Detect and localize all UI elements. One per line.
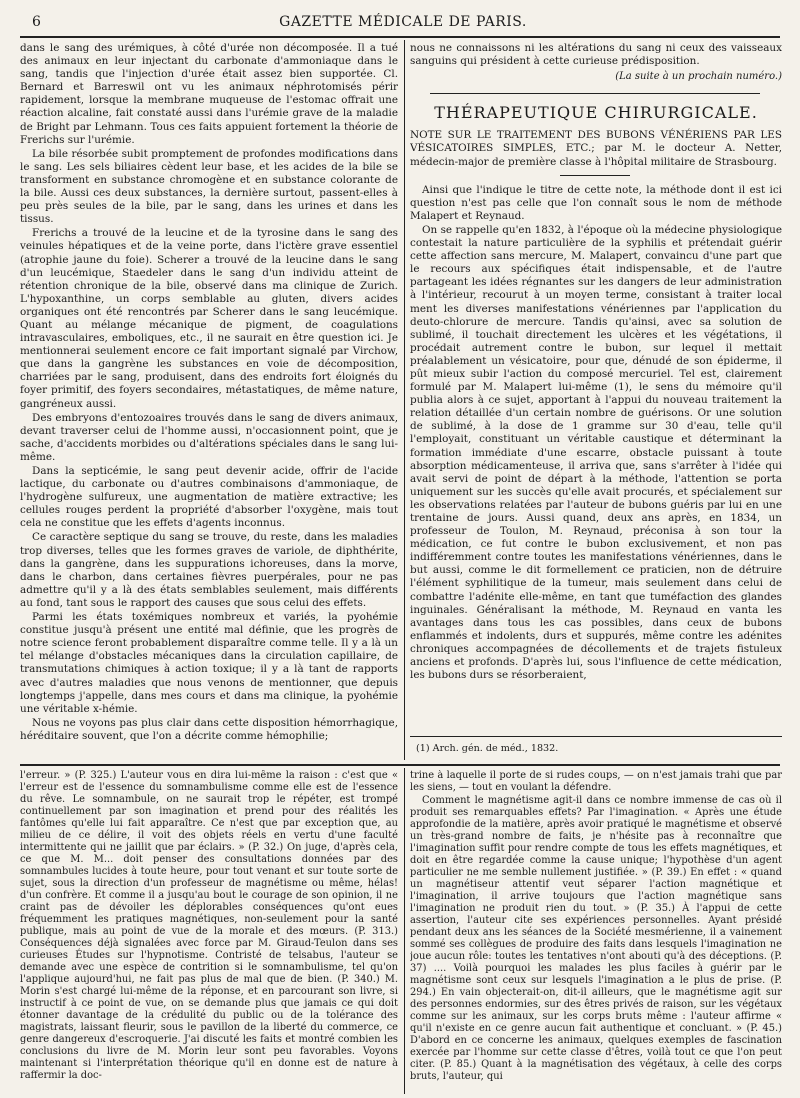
column-divider-lower	[404, 768, 405, 1094]
paragraph: Ainsi que l'indique le titre de cette note, la méthode dont il est ici question n'est pas celle que l'on connaît sous le nom de méthode Malapert et Reynaud.	[410, 183, 782, 222]
middle-rule	[20, 764, 780, 766]
article-heading: NOTE SUR LE TRAITEMENT DES BUBONS VÉNÉRIENS PAR LES VÉSICATOIRES SIMPLES, ETC.; par M. le docteur A. Netter, médecin-major de première classe à l'hôpital militaire de Strasbourg.	[410, 129, 782, 168]
upper-left-column	[20, 42, 398, 762]
section-title: THÉRAPEUTIQUE CHIRURGICALE.	[434, 103, 758, 123]
footnote-rule	[410, 736, 782, 737]
header-rule	[20, 36, 780, 38]
page-number: 6	[32, 14, 41, 30]
upper-right-column	[410, 42, 782, 732]
lower-right-column	[410, 770, 782, 1094]
paragraph: trine à laquelle il porte de si rudes coups, — on n'est jamais trahi que par les siens, — tout en voulant la défendre.	[410, 770, 782, 793]
paragraph: Ce caractère septique du sang se trouve, du reste, dans les maladies trop diverses, telles que les formes graves de variole, de diphthérite, dans la gangrène, dans les suppurations ichoreuses, dans la morve, dans le charbon, dans certaines fièvres puerpérales, pour ne pas admettre qu'il y a là des états semblables seulement, mais différents au fond, tant sous le rapport des causes que sous celui des effets.	[20, 531, 398, 609]
footnote: (1) Arch. gén. de méd., 1832.	[416, 743, 559, 754]
paragraph: Des embryons d'entozoaires trouvés dans le sang de divers animaux, devant traverser celui de l'homme aussi, n'occasionnent point, que je sache, d'accidents morbides ou d'altérations spéciales dans le sang lui-même.	[20, 411, 398, 463]
paragraph: Comment le magnétisme agit-il dans ce nombre immense de cas où il produit ses remarquables effets? Par l'imagination. « Après une étude approfondie de la matière, après avoir pratiqué le magnétisme et observé un très-grand nombre de faits, je n'hésite pas à reconnaître que l'imagination suffit pour rendre compte de tous les effets magnétiques, et doit en être regardée comme la cause unique; l'hypothèse d'un agent particulier ne me semble nullement justifiée. » (P. 39.) En effet : « quand un magnétiseur attentif veut séparer l'action magnétique et l'imagination, il arrive toujours que l'action magnétique sans l'imagination ne produit rien du tout. » (P. 35.) À l'appui de cette assertion, l'auteur cite ses expériences personnelles. Ayant présidé pendant deux ans les séances de la Société mesmérienne, il a vainement sommé ses collègues de produire des faits dans lesquels l'imagination ne joue aucun rôle: toutes les tentatives n'ont abouti qu'à des déceptions. (P. 37) .... Voilà pourquoi les malades les plus faciles à guérir par le magnétisme sont ceux sur lesquels l'imagination a le plus de prise. (P. 294.) En vain objecterait-on, dit-il ailleurs, que le magnétisme agit sur des personnes endormies, sur des êtres privés de raison, sur les végétaux comme sur les animaux, sur les corps bruts même : l'auteur affirme « qu'il n'existe en ce genre aucun fait authentique et concluant. » (P. 45.) D'abord en ce concerne les animaux, quelques exemples de fascination exercée par l'homme sur cette classe d'êtres, voilà tout ce que l'on peut citer. (P. 85.) Quant à la magnétisation des végétaux, à celle des corps bruts, l'auteur, qui	[410, 795, 782, 1082]
column-divider-upper	[404, 40, 405, 760]
paragraph: On se rappelle qu'en 1832, à l'époque où la médecine physiologique contestait la nature particulière de la syphilis et prétendait guérir cette affection sans mercure, M. Malapert, convaincu d'une part que le recours aux spécifiques était indispensable, et de l'autre partageant les idées régnantes sur les dangers de leur administration à l'intérieur, recourut à un moyen terme, consistant à traiter local ment les diverses manifestations vénériennes par l'application du deuto-chlorure de mercure. Tandis qu'ainsi, avec sa solution de sublimé, il touchait directement les ulcères et les végétations, il procédait autrement contre le bubon, sur lequel il mettait préalablement un vésicatoire, pour que, dénudé de son épiderme, il pût mieux subir l'action du composé mercuriel. Tel est, clairement formulé par M. Malapert lui-même (1), le sens du mémoire qu'il publia alors à ce sujet, apportant à l'appui du nouveau traitement la relation détaillée d'un certain nombre de guérisons. Or une solution de sublimé, à la dose de 1 gramme sur 30 d'eau, telle qu'il l'employait, constituant un véritable caustique et déterminant la formation immédiate d'une escarre, obstacle puissant à toute absorption médicamenteuse, il arriva que, sans s'arrêter à l'idée qui avait servi de point de départ à la méthode, l'attention se porta uniquement sur les succès qu'elle avait procurés, et spécialement sur les observations relatées par l'auteur de bubons guéris par lui en une trentaine de jours. Aussi quand, deux ans après, en 1834, un professeur de Toulon, M. Reynaud, préconisa à son tour la médication, ce fut contre le bubon exclusivement, et non pas indifféremment contre toutes les manifestations vénériennes, dans le but aussi, comme le dit formellement ce praticien, non de détruire l'élément syphilitique de la tumeur, mais seulement dans celui de combattre l'adénite elle-même, en tant que tuméfaction des glandes inguinales. Généralisant la méthode, M. Reynaud en vanta les avantages dans tous les cas possibles, dans ceux de bubons enflammés et indolents, durs et suppurés, même contre les adénites chroniques accompagnées de décollements et de trajets fistuleux anciens et profonds. D'après lui, sous l'influence de cette médication, les bubons durs se résorberaient,	[410, 223, 782, 682]
heading-rule	[560, 175, 630, 176]
continuation-text: nous ne connaissons ni les altérations du sang ni ceux des vaisseaux sanguins qui président à cette curieuse prédisposition.	[410, 42, 782, 68]
journal-title: GAZETTE MÉDICALE DE PARIS.	[279, 14, 527, 30]
paragraph: Parmi les états toxémiques nombreux et variés, la pyohémie constitue jusqu'à présent une entité mal définie, que les progrès de notre science feront probablement disparaître comme telle. Il y a là un tel mélange d'obstacles mécaniques dans la circulation capillaire, de transmutations chimiques à action toxique; il y a là tant de rapports avec d'autres maladies que nous venons de mentionner, que depuis longtemps j'appelle, dans mes cours et dans ma clinique, la pyohémie une véritable x-hémie.	[20, 611, 398, 715]
section-rule	[430, 93, 760, 94]
page-header	[28, 10, 778, 36]
paragraph: La bile résorbée subit promptement de profondes modifications dans le sang. Les sels biliaires cèdent leur base, et les acides de la bile se transforment en substance chromogène et en substance colorante de la bile. Aussi ces deux substances, la dernière surtout, passent-elles à peu près seules de la bile, par le sang, dans les urines et dans les tissus.	[20, 147, 398, 226]
paragraph: Frerichs a trouvé de la leucine et de la tyrosine dans le sang des veinules hépatiques et de la veine porte, dans l'ictère grave essentiel (atrophie jaune du foie). Scherer a trouvé de la leucine dans le sang d'un leucémique, Staedeler dans le sang d'un individu atteint de rétention chronique de la bile, observé dans ma clinique de Zurich. L'hypoxanthine, un corps semblable au gluten, divers acides organiques ont été rencontrés par Scherer dans le sang leucémique. Quant au mélange mécanique de pigment, de coagulations intravasculaires, emboliques, etc., il ne saurait en être question ici. Je mentionnerai seulement encore ce fait important signalé par Virchow, que dans la gangrène les substances en voie de décomposition, charriées par le sang, produisent, dans des endroits fort éloignés du foyer primitif, des foyers secondaires, métastatiques, de même nature, gangréneux aussi.	[20, 227, 398, 410]
paragraph: Dans la septicémie, le sang peut devenir acide, offrir de l'acide lactique, du carbonate ou d'autres combinaisons d'ammoniaque, de l'hydrogène sulfureux, une augmentation de matière extractive; les cellules rouges perdent la propriété d'absorber l'oxygène, mais tout cela ne constitue que les effets d'agents inconnus.	[20, 465, 398, 530]
paragraph: l'erreur. » (P. 325.) L'auteur vous en dira lui-même la raison : c'est que « l'erreur est de l'essence du somnambulisme comme elle est de l'essence du rêve. Le somnambule, on ne saurait trop le répéter, est trompé continuellement par son imagination et prend pour des réalités les fantômes qu'elle lui fait apparaître. Ce n'est que par exception que, au milieu de ce délire, il voit des objets réels en vertu d'une faculté intermittente qui ne jaillit que par éclairs. » (P. 32.) On juge, d'après cela, ce que M. M... doit penser des consultations données par des somnambules lucides à toute heure, pour tout venant et sur toute sorte de sujet, sous la direction d'un professeur de magnétisme ou même, hélas! d'un confrère. Et comme il a jusqu'au bout le courage de son opinion, il ne craint pas de dévoiler les déplorables conséquences qu'ont eues fréquemment les pratiques magnétiques, non-seulement pour la santé publique, mais au point de vue de la morale et des mœurs. (P. 313.) Conséquences déjà signalées avec force par M. Giraud-Teulon dans ses curieuses Études sur l'hypnotisme. Contristé de telsabus, l'auteur se demande avec une espèce de contrition si le somnambulisme, tel qu'on l'applique aujourd'hui, ne fait pas plus de mal que de bien. (P. 340.) M. Morin s'est chargé lui-même de la réponse, et en parcourant son livre, si instructif à ce point de vue, on se demande plus que jamais ce qui doit étonner davantage de la crédulité du public ou de la tolérance des magistrats, laissant fleurir, sous le pavillon de la liberté du commerce, ce genre dangereux d'escroquerie. J'ai discuté les faits et montré combien les conclusions du livre de M. Morin leur sont peu favorables. Voyons maintenant si l'interprétation théorique qu'il en donne est de nature à raffermir la doc-	[20, 770, 398, 1081]
paragraph: dans le sang des urémiques, à côté d'urée non décomposée. Il a tué des animaux en leur injectant du carbonate d'ammoniaque dans le sang, tandis que l'injection d'urée était assez bien supportée. Cl. Bernard et Barreswil ont vu les animaux néphrotomisés périr rapidement, lorsque la membrane muqueuse de l'estomac offrait une réaction alcaline, fait constaté aussi dans l'urémie grave de la maladie de Bright par Lehmann. Tous ces faits appuient fortement la théorie de Frerichs sur l'urémie.	[20, 42, 398, 146]
lower-left-column	[20, 770, 398, 1094]
suite-note: (La suite à un prochain numéro.)	[615, 71, 782, 83]
paragraph: Nous ne voyons pas plus clair dans cette disposition hémorrhagique, héréditaire souvent, que l'on a décrite comme hémophilie;	[20, 716, 398, 742]
